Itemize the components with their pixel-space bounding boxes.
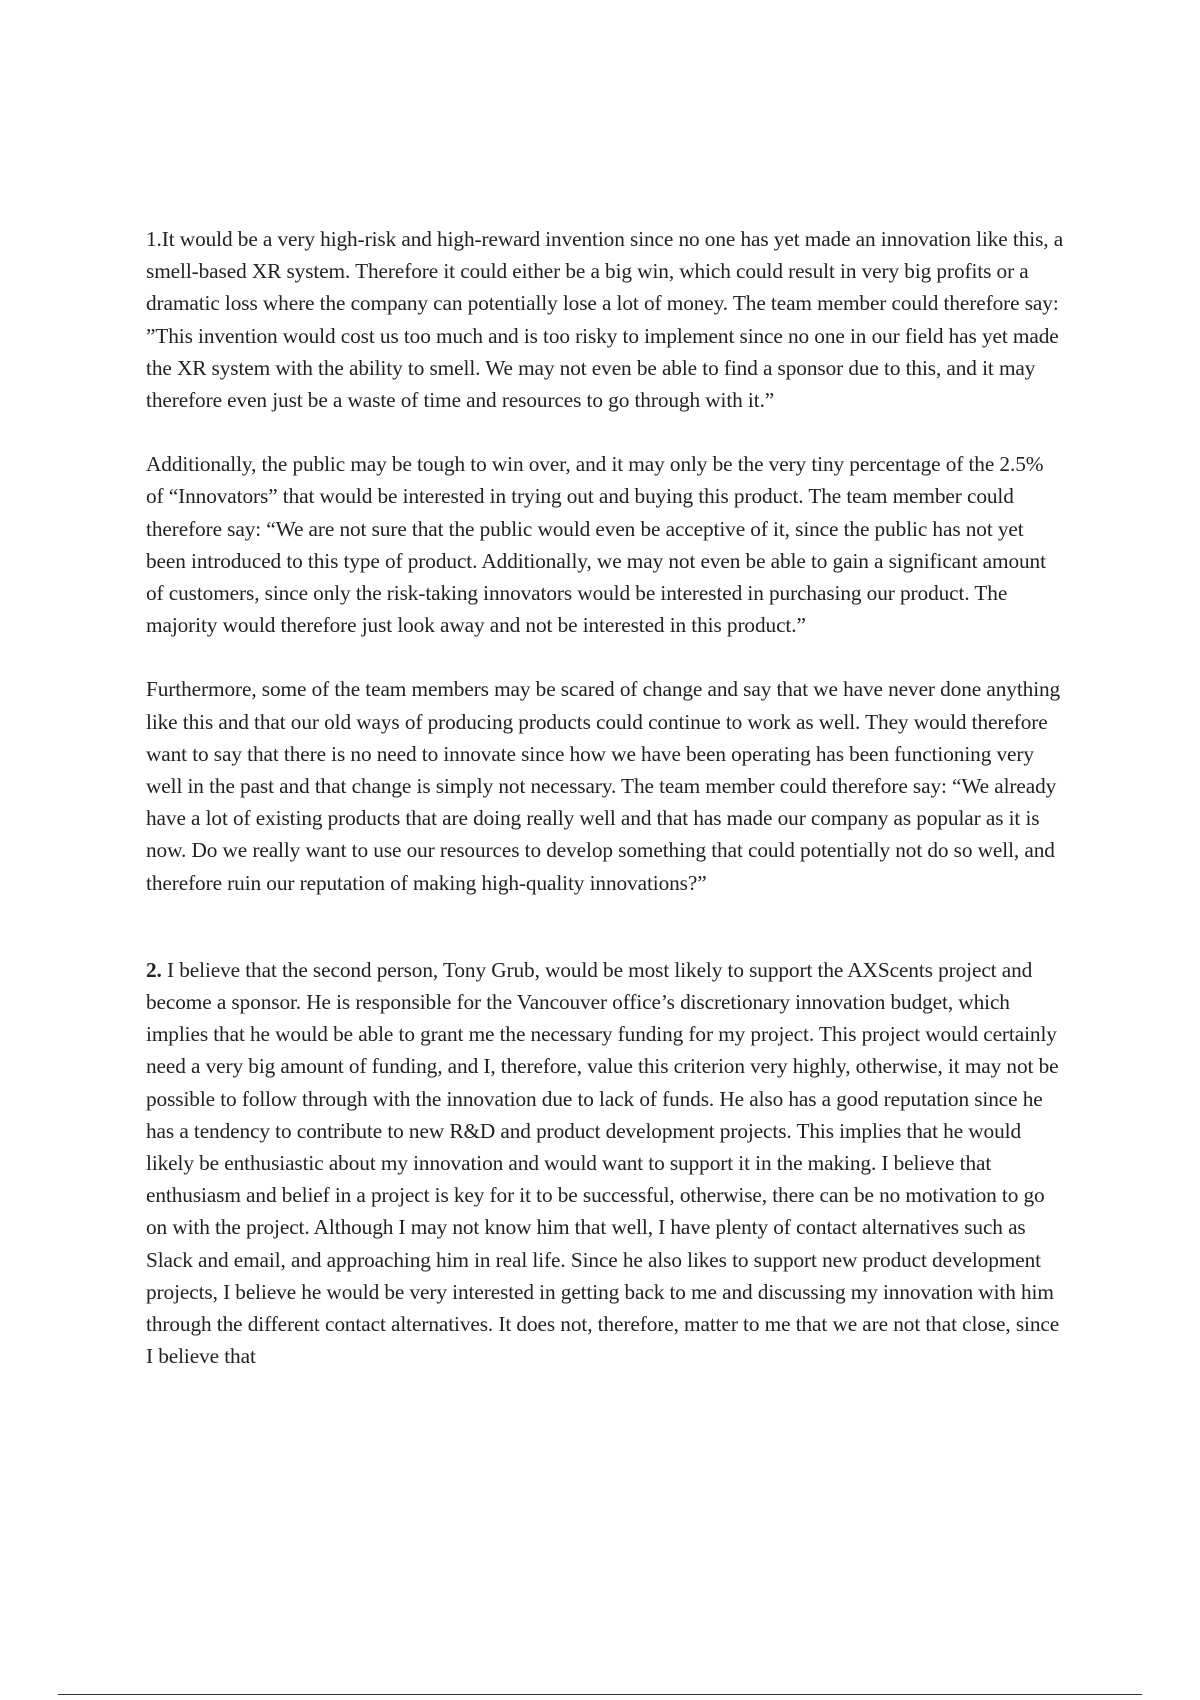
document-body (146, 223, 1066, 1373)
paragraph-text: I believe that the second person, Tony Grub, would be most likely to support the AXScents project and become a sponsor. He is responsible for the Vancouver office’s discretionary innovation budget, which implies that he would be able to grant me the necessary funding for my project. This project would certainly need a very big amount of funding, and I, therefore, value this criterion very highly, otherwise, it may not be possible to follow through with the innovation due to lack of funds. He also has a good reputation since he has a tendency to contribute to new R&D and product development projects. This implies that he would likely be enthusiastic about my innovation and would want to support it in the making. I believe that enthusiasm and belief in a project is key for it to be successful, otherwise, there can be no motivation to go on with the project. Although I may not know him that well, I have plenty of contact alternatives such as Slack and email, and approaching him in real life. Since he also likes to support new product development projects, I believe he would be very interested in getting back to me and discussing my innovation with him through the different contact alternatives. It does not, therefore, matter to me that we are not that close, since I believe that (146, 957, 1060, 1369)
paragraph-text: 1.It would be a very high-risk and high-reward invention since no one has yet made an innovation like this, a smell-based XR system. Therefore it could either be a big win, which could result in very big profits or a dramatic loss where the company can potentially lose a lot of money. The team member could therefore say: ”This invention would cost us too much and is too risky to implement since no one in our field has yet made the XR system with the ability to smell. We may not even be able to find a sponsor due to this, and it may therefore even just be a waste of time and resources to go through with it.” (146, 227, 1064, 413)
footer-divider (58, 1694, 1142, 1695)
paragraph-text: Additionally, the public may be tough to win over, and it may only be the very tiny percentage of the 2.5% of “Innovators” that would be interested in trying out and buying this product. The team member could therefore say: “We are not sure that the public would even be acceptive of it, since the public has not yet been introduced to this type of product. Additionally, we may not even be able to gain a significant amount of customers, since only the risk-taking innovators would be interested in purchasing our product. The majority would therefore just look away and not be interested in this product.” (146, 452, 1046, 638)
paragraph-3 (146, 673, 1066, 898)
paragraph-4 (146, 954, 1066, 1373)
paragraph-2 (146, 448, 1066, 641)
section-number: 2. (146, 957, 162, 982)
paragraph-1 (146, 223, 1066, 416)
paragraph-text: Furthermore, some of the team members may be scared of change and say that we have never done anything like this and that our old ways of producing products could continue to work as well. They would therefore want to say that there is no need to innovate since how we have been operating has been functioning very well in the past and that change is simply not necessary. The team member could therefore say: “We already have a lot of existing products that are doing really well and that has made our company as popular as it is now. Do we really want to use our resources to develop something that could potentially not do so well, and therefore ruin our reputation of making high-quality innovations?” (146, 677, 1061, 895)
